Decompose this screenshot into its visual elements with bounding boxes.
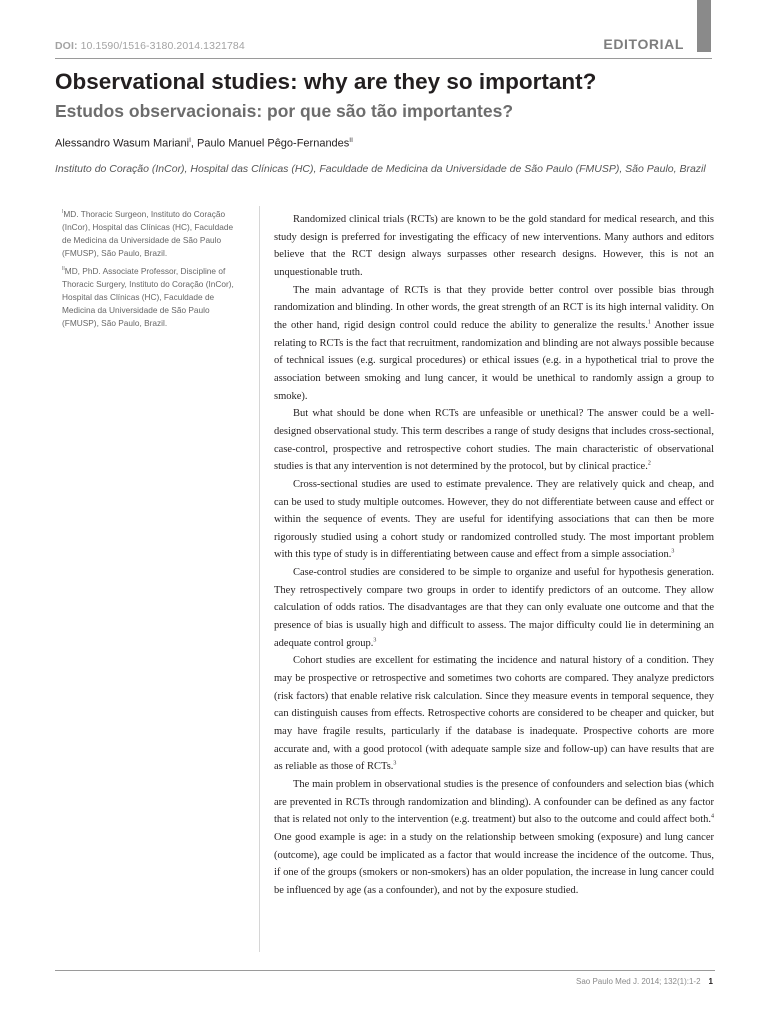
- institution: Instituto do Coração (InCor), Hospital das Clínicas (HC), Faculdade de Medicina da Universidade de São Paulo (FMUSP), São Paulo, Brazil: [55, 163, 706, 175]
- journal-citation: Sao Paulo Med J. 2014; 132(1):1-2: [576, 977, 701, 986]
- paragraph-text: Another issue relating to RCTs is the fact that recruitment, randomization and blinding are not always possible because of technical issues (e.g. surgical procedures) or ethical issues (e.g. in a hypothetical trial to prove the association between smoking and lung cancer, it would be unethical to randomly assign a group to smoke).: [274, 319, 715, 402]
- affiliation: [62, 263, 234, 330]
- body-paragraph: [274, 476, 714, 564]
- page-footer: [576, 977, 713, 986]
- author-mark: I: [189, 137, 191, 144]
- affiliations-sidebar: [55, 206, 260, 952]
- author-mark: II: [349, 137, 353, 144]
- reference-mark[interactable]: 1: [647, 319, 651, 326]
- body-paragraph: [274, 282, 714, 406]
- reference-mark[interactable]: 3: [373, 637, 377, 644]
- paragraph-text: Cohort studies are excellent for estimating the incidence and natural history of a condition. They may be prospective or retrospective and sometimes two cohorts are compared. They analyze predictors (risk factors) that enable relative risk calculation. Since they measure events in temporal sequence, they can distinguish causes from effects. Retrospective cohorts are considered to be cheaper and quicker, but may have fragile results, particularly if the database is inadequate. Prospective cohorts are more accurate and, with a good protocol (with adequate sample size and follow-up) can have results that are as reliable as those of RCTs.: [274, 655, 714, 773]
- doi-label: DOI:: [55, 40, 78, 52]
- reference-mark[interactable]: 3: [671, 548, 675, 555]
- reference-mark[interactable]: 2: [647, 460, 651, 467]
- paragraph-text: Cross-sectional studies are used to estimate prevalence. They are relatively quick and cheap, and can be used to study multiple outcomes. However, they do not differentiate between cause and effect or within the sequence of events. They are useful for identifying associations that can then be more rigorously studied using a cohort study or randomized controlled study. The most important problem with this type of study is in differentiating between cause and effect from a simple association.: [274, 478, 714, 561]
- paragraph-text: But what should be done when RCTs are unfeasible or unethical? The answer could be a well-designed observational study. This term describes a range of study designs that includes cross-sectional, case-control, prospective and retrospective cohort studies. The main characteristic of observational studies is that any intervention is not determined by the protocol, but by clinical practice.: [274, 408, 714, 473]
- paragraph-text: The main problem in observational studies is the presence of confounders and selection bias (which are prevented in RCTs through randomization and blinding). A confounder can be defined as any factor that is related not only to the intervention (e.g. treatment) but also to the outcome and could affect both.: [274, 779, 714, 826]
- article-title: Observational studies: why are they so important?: [55, 69, 597, 94]
- affiliation-mark: II: [62, 265, 65, 272]
- paragraph-text: One good example is age: in a study on the relationship between smoking (exposure) and lung cancer (outcome), age could be implicated as a factor that would increase the incidence of the outcome. Thus, if one of the groups (smokers or non-smokers) has an older population, the increase in lung cancer could be influenced by age (as a confounder), and not by the exposure studied.: [274, 831, 714, 896]
- reference-mark[interactable]: 4: [711, 813, 714, 820]
- affiliation-text: MD, PhD. Associate Professor, Discipline of Thoracic Surgery, Instituto do Coração (InCor), Hospital das Clínicas (HC), Faculdade de Medicina da Universidade de São Paulo (FMUSP), São Paulo, Brazil.: [62, 265, 234, 328]
- section-label: EDITORIAL: [603, 36, 684, 52]
- page-number: 1: [708, 977, 713, 986]
- article-subtitle: Estudos observacionais: por que são tão importantes?: [55, 101, 514, 121]
- body-paragraph: [274, 564, 714, 652]
- header-tab-bar: [697, 0, 711, 52]
- paragraph-text: Case-control studies are considered to be simple to organize and useful for hypothesis generation. They retrospectively compare two groups in order to identify predictors of an outcome. They allow calculation of odds ratios. The disadvantages are that they can only evaluate one outcome and that the presence of bias is usually high and difficult to assess. The major difficulty could lie in determining an adequate control group.: [274, 567, 714, 649]
- body-paragraph: [274, 776, 714, 900]
- affiliation-mark: I: [62, 209, 64, 215]
- affiliation: [62, 206, 234, 260]
- article-body: [274, 211, 714, 900]
- doi-value[interactable]: 10.1590/1516-3180.2014.1321784: [80, 40, 245, 52]
- author-name: Alessandro Wasum Mariani: [55, 137, 190, 150]
- author-list: Alessandro Wasum Mariani$^I$, Paulo Manuel Pêgo-Fernandes$^{II}$: [55, 137, 353, 150]
- affiliation-text: MD. Thoracic Surgeon, Instituto do Coração (InCor), Hospital das Clínicas (HC), Faculdade de Medicina da Universidade de São Paulo (FMUSP), São Paulo, Brazil.: [62, 208, 234, 258]
- author-name: Paulo Manuel Pêgo-Fernandes: [197, 137, 350, 150]
- reference-mark[interactable]: 3: [393, 760, 397, 767]
- body-paragraph: [274, 405, 714, 476]
- footer-divider: [55, 970, 715, 971]
- body-paragraph: [274, 652, 714, 776]
- body-paragraph: [274, 211, 714, 282]
- paragraph-text: Randomized clinical trials (RCTs) are known to be the gold standard for medical research, and this study design is preferred for investigating the efficacy of new interventions. Many authors and editors believe that the RCT design always surpasses other research designs. However, this is not an unquestionable truth.: [274, 214, 714, 278]
- doi: [55, 40, 245, 52]
- paragraph-text: The main advantage of RCTs is that they provide better control over possible bias through randomization and blinding. In other words, the great strength of an RCT is its high internal validity. On the other hand, rigid design control could reduce the ability to generalize the results.: [274, 284, 714, 331]
- header-divider: [55, 58, 712, 59]
